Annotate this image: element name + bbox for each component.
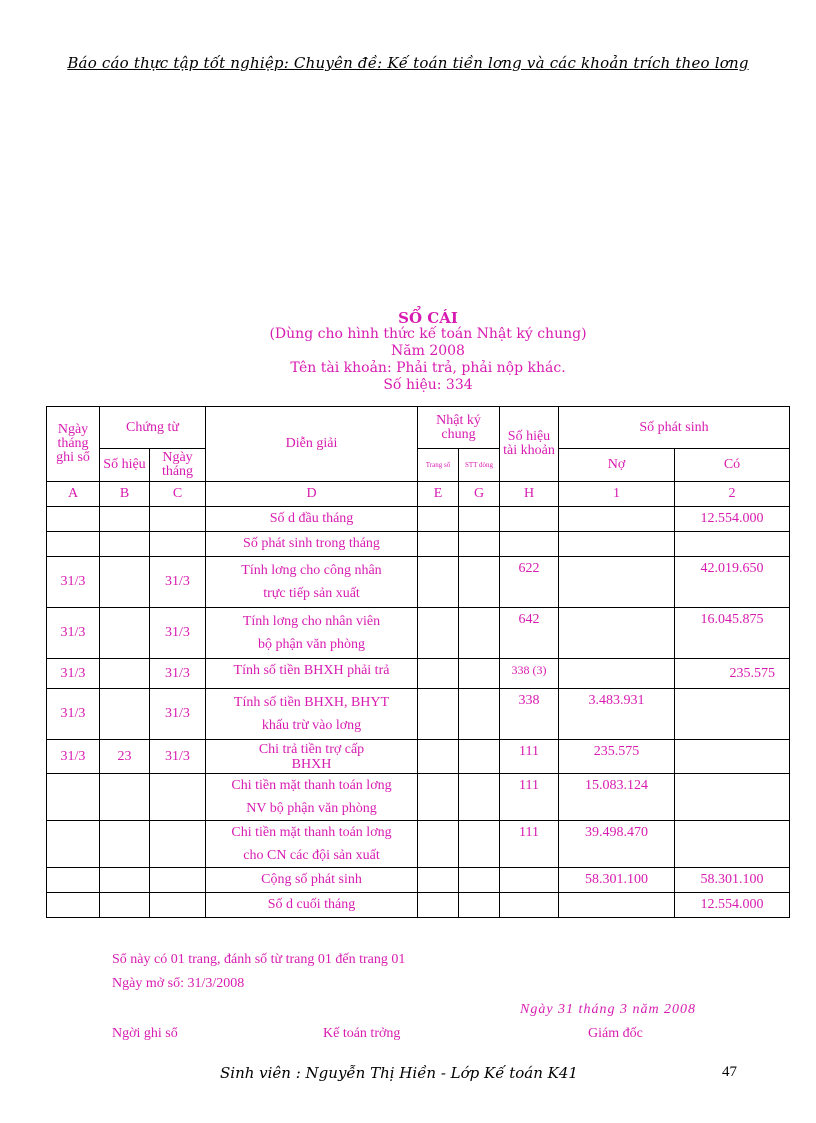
description-line: cho CN các đội sản xuất <box>243 848 380 863</box>
doc-number-cell <box>100 821 150 868</box>
table-row <box>47 740 790 774</box>
account-cell: 338 <box>500 689 559 740</box>
letter-cell: B <box>100 482 150 507</box>
credit-cell: 12.554.000 <box>675 893 790 918</box>
col-header-credit: Có <box>675 449 790 482</box>
entry-date-cell <box>47 868 100 893</box>
line-cell <box>459 868 500 893</box>
table-row <box>47 608 790 659</box>
line-cell <box>459 893 500 918</box>
line-cell <box>459 608 500 659</box>
description-cell: Số d cuối tháng <box>206 893 418 918</box>
student-footer: Sinh viên : Nguyễn Thị Hiền - Lớp Kế toán K41 <box>220 1064 578 1082</box>
account-cell <box>500 893 559 918</box>
header-row-2 <box>47 449 790 482</box>
page-cell <box>418 740 459 774</box>
description-line: trực tiếp sản xuất <box>263 586 360 601</box>
letter-cell: H <box>500 482 559 507</box>
page-cell <box>418 689 459 740</box>
entry-date-cell <box>47 507 100 532</box>
debit-cell <box>559 507 675 532</box>
page-header: Báo cáo thực tập tốt nghiệp: Chuyên đề: Kế toán tiền lơng và các khoản trích theo lơng <box>67 54 749 72</box>
entry-date-cell: 31/3 <box>47 608 100 659</box>
description-cell <box>206 689 418 740</box>
general-ledger-table <box>46 406 790 918</box>
entry-date-cell <box>47 532 100 557</box>
credit-cell <box>675 689 790 740</box>
ledger-title: SỔ CÁI <box>398 309 458 327</box>
table-row <box>47 821 790 868</box>
line-cell <box>459 689 500 740</box>
credit-cell: 235.575 <box>675 659 790 689</box>
line-cell <box>459 821 500 868</box>
description-cell: Số phát sinh trong tháng <box>206 532 418 557</box>
doc-number-cell <box>100 507 150 532</box>
doc-number-cell <box>100 608 150 659</box>
debit-cell <box>559 659 675 689</box>
doc-number-cell: 23 <box>100 740 150 774</box>
credit-cell: 16.045.875 <box>675 608 790 659</box>
entry-date-cell <box>47 774 100 821</box>
col-header-amount: Số phát sinh <box>559 407 790 449</box>
description-cell: Tính số tiền BHXH phải trả <box>206 659 418 689</box>
col-header-page-no: Trang số <box>418 449 459 482</box>
debit-cell <box>559 532 675 557</box>
doc-date-cell <box>150 774 206 821</box>
table-row <box>47 659 790 689</box>
doc-number-cell <box>100 689 150 740</box>
debit-cell: 3.483.931 <box>559 689 675 740</box>
account-code: Số hiệu: 334 <box>383 377 473 393</box>
col-header-account-no: Số hiệu tài khoản <box>500 407 559 482</box>
doc-date-cell: 31/3 <box>150 740 206 774</box>
letter-row <box>47 482 790 507</box>
doc-number-cell <box>100 893 150 918</box>
account-cell <box>500 532 559 557</box>
signer-director: Giám đốc <box>588 1026 643 1041</box>
table-row <box>47 868 790 893</box>
line-cell <box>459 774 500 821</box>
table-row <box>47 557 790 608</box>
table-row <box>47 893 790 918</box>
line-cell <box>459 740 500 774</box>
account-cell <box>500 868 559 893</box>
credit-cell: 58.301.100 <box>675 868 790 893</box>
page-cell <box>418 557 459 608</box>
description-cell <box>206 821 418 868</box>
ledger-titles <box>0 310 816 394</box>
doc-date-cell: 31/3 <box>150 659 206 689</box>
description-line: khấu trừ vào lơng <box>261 718 362 733</box>
credit-cell <box>675 532 790 557</box>
signer-chief-accountant: Kế toán trởng <box>323 1026 401 1041</box>
description-cell <box>206 557 418 608</box>
letter-cell: C <box>150 482 206 507</box>
page-cell <box>418 507 459 532</box>
doc-date-cell <box>150 893 206 918</box>
page-cell <box>418 774 459 821</box>
debit-cell: 39.498.470 <box>559 821 675 868</box>
account-cell: 642 <box>500 608 559 659</box>
table-row <box>47 689 790 740</box>
description-cell: Cộng số phát sinh <box>206 868 418 893</box>
doc-number-cell <box>100 557 150 608</box>
credit-cell <box>675 821 790 868</box>
letter-cell: E <box>418 482 459 507</box>
description-line: Chi trả tiền trợ cấp <box>258 741 365 757</box>
account-cell: 111 <box>500 821 559 868</box>
open-date: Ngày mở sổ: 31/3/2008 <box>112 976 245 991</box>
entry-date-cell: 31/3 <box>47 659 100 689</box>
account-cell: 338 (3) <box>500 659 559 689</box>
doc-number-cell <box>100 532 150 557</box>
page-cell <box>418 893 459 918</box>
letter-cell: G <box>459 482 500 507</box>
description-line: Chi tiền mặt thanh toán lơng <box>231 778 392 793</box>
letter-cell: 1 <box>559 482 675 507</box>
doc-date-cell <box>150 821 206 868</box>
doc-date-cell: 31/3 <box>150 689 206 740</box>
ledger-year: Năm 2008 <box>391 343 465 359</box>
page-cell <box>418 532 459 557</box>
letter-cell: A <box>47 482 100 507</box>
letter-cell: D <box>206 482 418 507</box>
description-line: Tính lơng cho nhân viên <box>242 614 381 629</box>
signer-bookkeeper: Ngời ghi sổ <box>112 1026 178 1041</box>
description-line: Tính số tiền BHXH, BHYT <box>233 695 390 710</box>
pages-note: Sổ này có 01 trang, đánh số từ trang 01 đến trang 01 <box>112 952 406 967</box>
table-row <box>47 774 790 821</box>
description-line: Chi tiền mặt thanh toán lơng <box>231 825 392 840</box>
letter-cell: 2 <box>675 482 790 507</box>
doc-date-cell <box>150 868 206 893</box>
entry-date-cell: 31/3 <box>47 689 100 740</box>
credit-cell: 42.019.650 <box>675 557 790 608</box>
description-cell <box>206 740 418 774</box>
entry-date-cell: 31/3 <box>47 557 100 608</box>
page-cell <box>418 868 459 893</box>
page-cell <box>418 821 459 868</box>
debit-cell <box>559 893 675 918</box>
line-cell <box>459 532 500 557</box>
doc-date-cell: 31/3 <box>150 608 206 659</box>
col-header-debit: Nợ <box>559 449 675 482</box>
table-row <box>47 507 790 532</box>
col-header-description: Diễn giải <box>206 407 418 482</box>
doc-date-cell: 31/3 <box>150 557 206 608</box>
col-header-line-no: STT dòng <box>459 449 500 482</box>
account-cell: 111 <box>500 740 559 774</box>
description-line: Tính lơng cho công nhân <box>241 563 382 578</box>
account-cell: 111 <box>500 774 559 821</box>
header-row-1 <box>47 407 790 449</box>
account-name: Tên tài khoản: Phải trả, phải nộp khác. <box>290 360 566 376</box>
account-cell <box>500 507 559 532</box>
table-row <box>47 532 790 557</box>
col-header-doc-number: Số hiệu <box>100 449 150 482</box>
credit-cell <box>675 740 790 774</box>
col-header-entry-date: Ngày tháng ghi sổ <box>47 407 100 482</box>
signature-date: Ngày 31 tháng 3 năm 2008 <box>520 1002 697 1017</box>
description-line: bộ phận văn phòng <box>258 637 365 652</box>
page-cell <box>418 659 459 689</box>
doc-number-cell <box>100 774 150 821</box>
description-line: NV bộ phận văn phòng <box>246 801 377 816</box>
entry-date-cell <box>47 893 100 918</box>
doc-number-cell <box>100 659 150 689</box>
debit-cell: 235.575 <box>559 740 675 774</box>
doc-date-cell <box>150 507 206 532</box>
line-cell <box>459 659 500 689</box>
ledger-subtitle: (Dùng cho hình thức kế toán Nhật ký chung) <box>269 326 587 342</box>
page-number: 47 <box>722 1064 737 1080</box>
line-cell <box>459 557 500 608</box>
doc-date-cell <box>150 532 206 557</box>
doc-number-cell <box>100 868 150 893</box>
entry-date-cell <box>47 821 100 868</box>
col-header-doc-date: Ngày tháng <box>150 449 206 482</box>
credit-cell <box>675 774 790 821</box>
entry-date-cell: 31/3 <box>47 740 100 774</box>
description-cell <box>206 608 418 659</box>
account-cell: 622 <box>500 557 559 608</box>
debit-cell: 15.083.124 <box>559 774 675 821</box>
description-cell: Số d đầu tháng <box>206 507 418 532</box>
line-cell <box>459 507 500 532</box>
description-line: BHXH <box>291 756 332 772</box>
col-header-journal: Nhật ký chung <box>418 407 500 449</box>
credit-cell: 12.554.000 <box>675 507 790 532</box>
debit-cell <box>559 608 675 659</box>
page-cell <box>418 608 459 659</box>
debit-cell: 58.301.100 <box>559 868 675 893</box>
description-cell <box>206 774 418 821</box>
debit-cell <box>559 557 675 608</box>
col-header-voucher: Chứng từ <box>100 407 206 449</box>
